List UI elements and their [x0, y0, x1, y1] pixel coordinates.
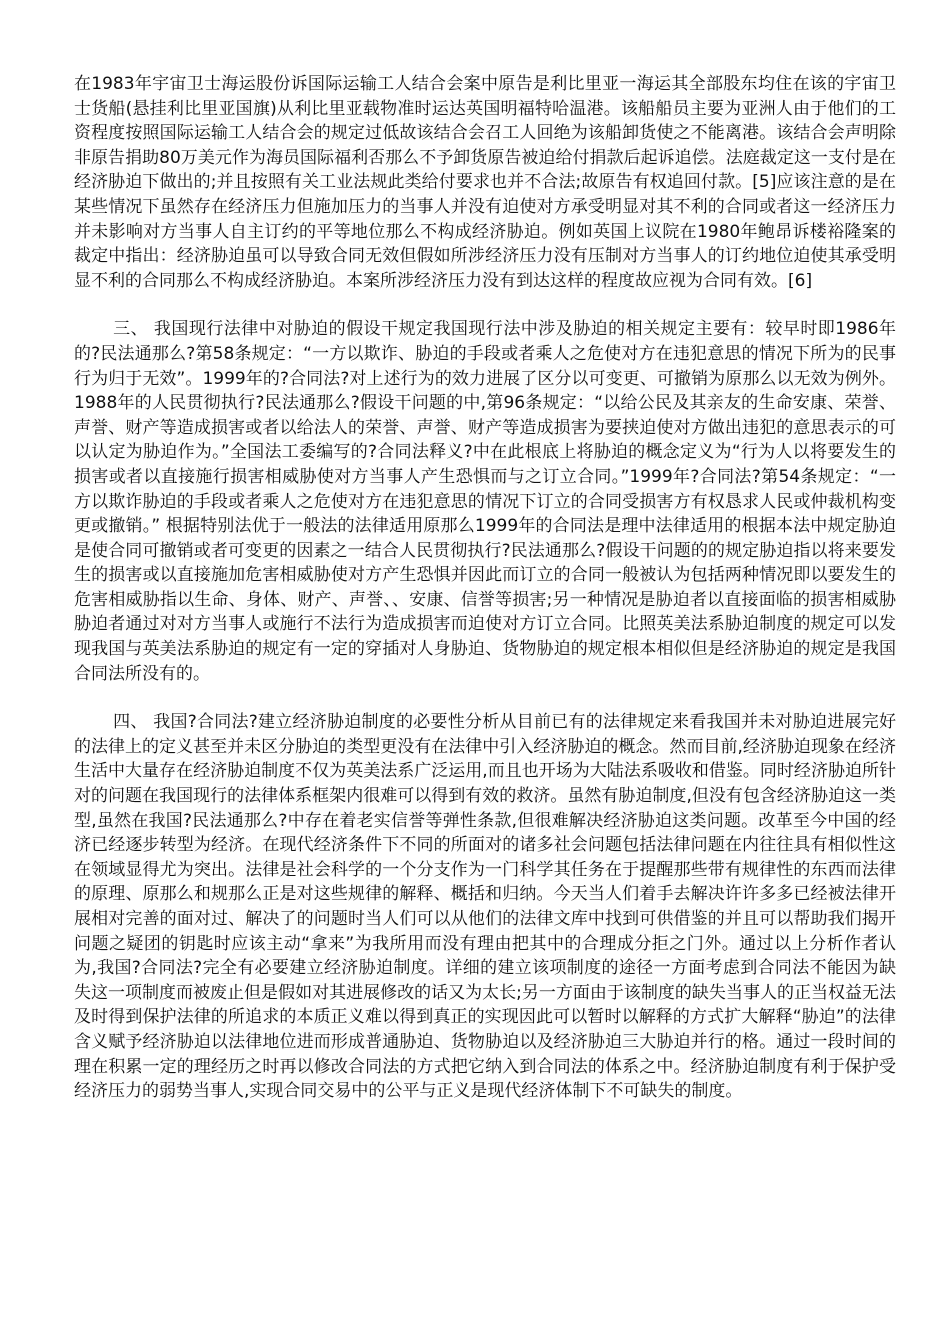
paragraph-section-four: 四、 我国?合同法?建立经济胁迫制度的必要性分析从目前已有的法律规定来看我国并未对胁迫进展完好的法律上的定义甚至并未区分胁迫的类型更没有在法律中引入经济胁迫的概念。然而目前,经济胁迫现象在经济生活中大量存在经济胁迫制度不仅为英美法系广泛运用,而且也开场为大陆法系吸收和借鉴。同时经济胁迫所针对的问题在我国现行的法律体系框架内很难可以得到有效的救济。虽然有胁迫制度,但没有包含经济胁迫这一类型,虽然在我国?民法通那么?中存在着老实信誉等弹性条款,但很难解决经济胁迫这类问题。改革至今中国的经济已经逐步转型为经济。在现代经济条件下不同的所面对的诸多社会问题包括法律问题在内往往具有相似性这在领域显得尤为突出。法律是社会科学的一个分支作为一门科学其任务在于提醒那些带有规律性的东西而法律的原理、原那么和规那么正是对这些规律的解释、概括和归纳。今天当人们着手去解决许许多多已经被法律开展相对完善的面对过、解决了的问题时当人们可以从他们的法律文库中找到可供借鉴的并且可以帮助我们揭开问题之疑团的钥匙时应该主动“拿来”为我所用而没有理由把其中的合理成分拒之门外。通过以上分析作者认为,我国?合同法?完全有必要建立经济胁迫制度。详细的建立该项制度的途径一方面考虑到合同法不能因为缺失这一项制度而被废止但是假如对其进展修改的话又为太长;另一方面由于该制度的缺失当事人的正当权益无法及时得到保护法律的所追求的本质正义难以得到真正的实现因此可以暂时以解释的方式扩大解释“胁迫”的法律含义赋予经济胁迫以法律地位进而形成普通胁迫、货物胁迫以及经济胁迫三大胁迫并行的格。通过一段时间的理在积累一定的理经历之时再以修改合同法的方式把它纳入到合同法的体系之中。经济胁迫制度有利于保护受经济压力的弱势当事人,实现合同交易中的公平与正义是现代经济体制下不可缺失的制度。 [74, 712, 896, 1102]
paragraph-section-three: 三、 我国现行法律中对胁迫的假设干规定我国现行法中涉及胁迫的相关规定主要有：较早时即1986年的?民法通那么?第58条规定：“一方以欺诈、胁迫的手段或者乘人之危使对方在违犯意思的情况下所为的民事行为归于无效”。1999年的?合同法?对上述行为的效力进展了区分以可变更、可撤销为原那么以无效为例外。1988年的人民贯彻执行?民法通那么?假设干问题的中,第96条规定：“以给公民及其亲友的生命安康、荣誉、声誉、财产等造成损害或者以给法人的荣誉、声誉、财产等造成损害为要挟迫使对方做出违犯的意思表示的可以认定为胁迫作为。”全国法工委编写的?合同法释义?中在此根底上将胁迫的概念定义为“行为人以将要发生的损害或者以直接施行损害相威胁使对方当事人产生恐惧而与之订立合同。”1999年?合同法?第54条规定：“一方以欺诈胁迫的手段或者乘人之危使对方在违犯意思的情况下订立的合同受损害方有权恳求人民或仲裁机构变更或撤销。” 根据特别法优于一般法的法律适用原那么1999年的合同法是理中法律适用的根据本法中规定胁迫是使合同可撤销或者可变更的因素之一结合人民贯彻执行?民法通那么?假设干问题的的规定胁迫指以将来要发生的损害或以直接施加危害相威胁使对方产生恐惧并因此而订立的合同一般被认为包括两种情况即以要发生的危害相威胁指以生命、身体、财产、声誉、、安康、信誉等损害;另一种情况是胁迫者以直接面临的损害相威胁胁迫者通过对对方当事人或施行不法行为造成损害而迫使对方订立合同。比照英美法系胁迫制度的规定可以发现我国与英美法系胁迫的规定有一定的穿插对人身胁迫、货物胁迫的规定根本相似但是经济胁迫的规定是我国合同法所没有的。 [74, 319, 896, 684]
document-page [74, 72, 896, 1104]
paragraph-case-discussion: 在1983年宇宙卫士海运股份诉国际运输工人结合会案中原告是利比里亚一海运其全部股东均住在该的宇宙卫士货船(悬挂利比里亚国旗)从利比里亚载物准时运达英国明福特哈温港。该船船员主要为亚洲人由于他们的工资程度按照国际运输工人结合会的规定过低故该结合会召工人回绝为该船卸货使之不能离港。该结合会声明除非原告捐助80万美元作为海员国际福利否那么不予卸货原告被迫给付捐款后起诉追偿。法庭裁定这一支付是在经济胁迫下做出的;并且按照有关工业法规此类给付要求也并不合法;故原告有权追回付款。[5]应该注意的是在某些情况下虽然存在经济压力但施加压力的当事人并没有迫使对方承受明显对其不利的合同或者这一经济压力并未影响对方当事人自主订约的平等地位那么不构成经济胁迫。例如英国上议院在1980年鲍昂诉楼裕隆案的裁定中指出：经济胁迫虽可以导致合同无效但假如所涉经济压力没有压制对方当事人的订约地位迫使其承受明显不利的合同那么不构成经济胁迫。本案所涉经济压力没有到达这样的程度故应视为合同有效。[6] [74, 74, 896, 291]
